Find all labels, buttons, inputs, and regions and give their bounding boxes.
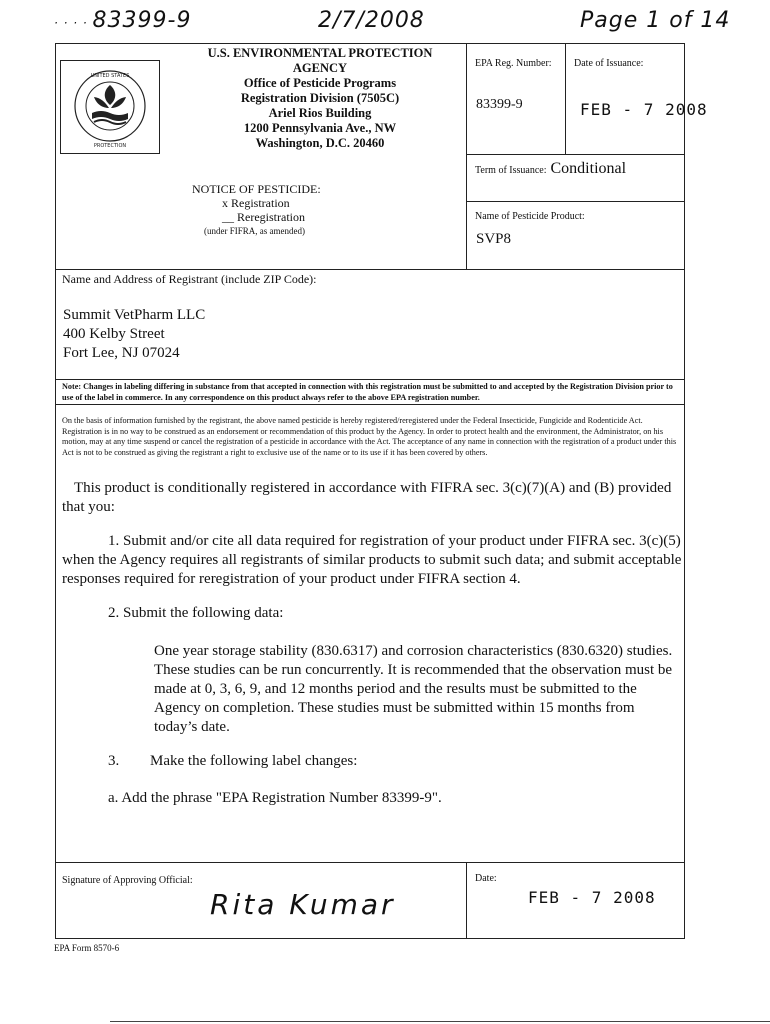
- agency-line3: Office of Pesticide Programs: [243, 76, 397, 90]
- term-of-issuance: [475, 160, 626, 178]
- registrant-label: Name and Address of Registrant (include ZIP Code):: [62, 272, 317, 286]
- divider-vertical: [466, 43, 467, 269]
- reg-number-label: EPA Reg. Number:: [475, 58, 552, 69]
- divider-h3: [55, 269, 685, 270]
- handwritten-date: 2/7/2008: [318, 8, 425, 33]
- agency-line5: Ariel Rios Building: [268, 106, 372, 120]
- divider-h4: [55, 379, 685, 380]
- agency-line6: 1200 Pennsylvania Ave., NW: [243, 121, 397, 135]
- body-item3-number: 3.: [108, 753, 120, 769]
- body-item2: 2. Submit the following data:: [108, 605, 284, 621]
- divider-h2: [466, 201, 685, 202]
- agency-line4: Registration Division (7505C): [240, 91, 400, 105]
- divider-h6: [55, 862, 685, 863]
- handwritten-reg-number: · · · · 83399-9: [54, 8, 192, 33]
- svg-text:UNITED STATES: UNITED STATES: [90, 73, 130, 79]
- date-of-issuance-stamp: FEB - 7 2008: [580, 100, 708, 119]
- product-name-label: Name of Pesticide Product:: [475, 211, 585, 222]
- handwritten-page: Page 1 of 14: [580, 8, 731, 33]
- basis-paragraph: On the basis of information furnished by the registrant, the above named pesticide is hereby registered/reregistered under the Federal Insecticide, Fungicide and Rodenticide Act. Registration is in no way to be construed as an endorsement or recommendation of this product by the Agency. In order to protect health and the environment, the Administrator, on his motion, may at any time suspend or cancel the registration of a pesticide in accordance with the Act. The acceptance of any name in connection with the registration of a product under this Act is not to be construed as giving the registrant a right to exclusive use of the name or to its use if it has been covered by others.: [62, 416, 677, 457]
- agency-line1: U.S. ENVIRONMENTAL PROTECTION: [207, 46, 433, 60]
- divider-vertical-3: [466, 862, 467, 939]
- registrant-street: 400 Kelby Street: [63, 326, 165, 342]
- divider-vertical-2: [565, 43, 566, 154]
- divider-h1: [466, 154, 685, 155]
- notice-of-pesticide: [192, 182, 321, 238]
- form-number: EPA Form 8570-6: [54, 943, 120, 953]
- signature-date-label: Date:: [475, 873, 497, 884]
- registrant-name: Summit VetPharm LLC: [63, 307, 206, 323]
- notice-under: (under FIFRA, as amended): [204, 226, 305, 236]
- agency-line2: AGENCY: [292, 61, 348, 75]
- seal-box: [60, 60, 160, 154]
- body-item3a: a. Add the phrase "EPA Registration Number 83399-9".: [108, 790, 442, 806]
- date-of-issuance-label: Date of Issuance:: [574, 58, 644, 69]
- product-name-value: SVP8: [476, 231, 512, 247]
- official-signature: Rita Kumar: [210, 888, 396, 921]
- body-item3: Make the following label changes:: [150, 753, 358, 769]
- registrant-address: [63, 306, 205, 363]
- body-item2-detail: One year storage stability (830.6317) and corrosion characteristics (830.6320) studies. These studies can be run concurrently. It is recommended that the observation must be made at 0, 3, 6, 9, and 12 months period and the results must be submitted to the Agency on completion. These studies must be submitted within 15 months from today’s date.: [154, 643, 673, 735]
- notice-reregistration: __ Reregistration: [222, 210, 305, 224]
- term-value: Conditional: [550, 160, 627, 177]
- notice-title: NOTICE OF PESTICIDE:: [192, 182, 321, 196]
- scan-line: [110, 1021, 770, 1022]
- svg-text:PROTECTION: PROTECTION: [93, 143, 127, 149]
- agency-line7: Washington, D.C. 20460: [255, 136, 385, 150]
- divider-h5: [55, 404, 685, 405]
- labeling-note: Note: Changes in labeling differing in substance from that accepted in connection with this registration must be submitted to and accepted by the Registration Division prior to use of the label in commerce. In any correspondence on this product always refer to the above EPA registration number.: [62, 382, 673, 402]
- signature-date-stamp: FEB - 7 2008: [528, 888, 656, 907]
- notice-registration: x Registration: [222, 196, 290, 210]
- registrant-city: Fort Lee, NJ 07024: [63, 345, 180, 361]
- epa-seal-icon: [61, 61, 159, 153]
- body-intro: This product is conditionally registered in accordance with FIFRA sec. 3(c)(7)(A) and (B) provided that you:: [62, 480, 672, 515]
- reg-number-value: 83399-9: [476, 97, 523, 112]
- body-item1: 1. Submit and/or cite all data required for registration of your product under FIFRA sec. 3(c)(5) when the Agency requires all registrants of similar products to submit such data; and submit acceptable responses required for reregistration of your product under FIFRA section 4.: [62, 533, 682, 587]
- signature-label: Signature of Approving Official:: [62, 875, 193, 886]
- term-label: Term of Issuance:: [475, 165, 547, 176]
- agency-header: [180, 46, 460, 151]
